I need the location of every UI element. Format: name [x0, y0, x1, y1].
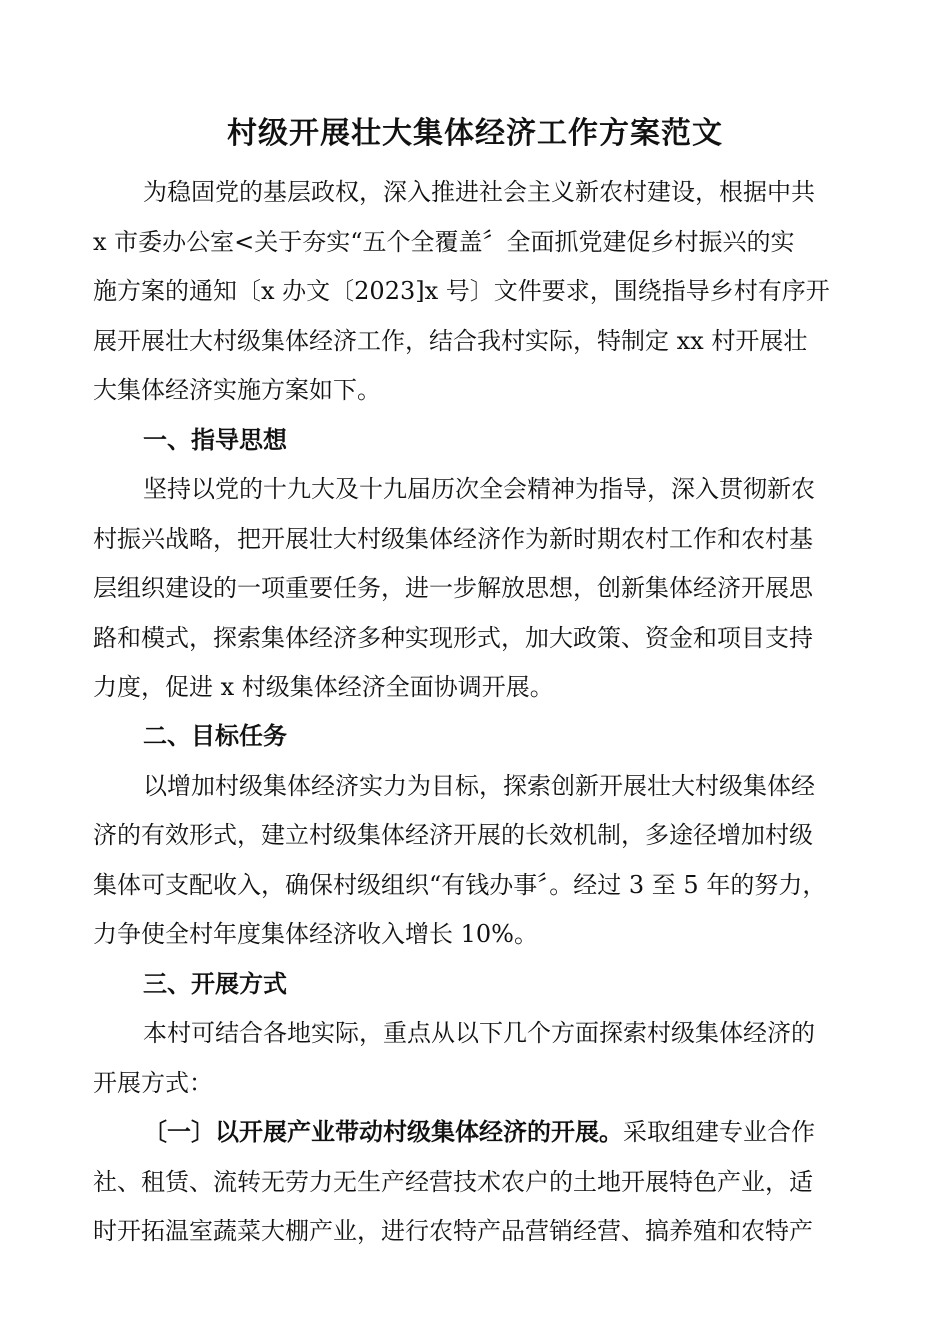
section2-line-1: 以增加村级集体经济实力为目标，探索创新开展壮大村级集体经: [143, 772, 815, 800]
section3-item1-first-line-rest: 采取组建专业合作: [623, 1118, 815, 1146]
intro-line-4: 展开展壮大村级集体经济工作，结合我村实际，特制定 xx 村开展壮: [93, 327, 808, 355]
section1-line-2: 村振兴战略，把开展壮大村级集体经济作为新时期农村工作和农村基: [93, 525, 813, 553]
section1-line-3: 层组织建设的一项重要任务，进一步解放思想，创新集体经济开展思: [93, 574, 813, 602]
section3-line-1: 本村可结合各地实际，重点从以下几个方面探索村级集体经济的: [143, 1019, 815, 1047]
section3-item1-line-2: 社、租赁、流转无劳力无生产经营技术农户的土地开展特色产业，适: [93, 1168, 813, 1196]
section1-line-4: 路和模式，探索集体经济多种实现形式，加大政策、资金和项目支持: [93, 624, 813, 652]
section1-line-5: 力度，促进 x 村级集体经济全面协调开展。: [93, 673, 554, 701]
section3-item1-bold-lead: 〔一〕以开展产业带动村级集体经济的开展。: [143, 1118, 623, 1146]
intro-line-3: 施方案的通知〔x 办文〔2023]x 号〕文件要求，围绕指导乡村有序开: [93, 277, 830, 305]
section2-line-3: 集体可支配收入，确保村级组织“有钱办事〞。经过 3 至 5 年的努力，: [93, 871, 827, 899]
document-title: 村级开展壮大集体经济工作方案范文: [227, 116, 723, 151]
section3-line-2: 开展方式：: [93, 1069, 213, 1097]
section-heading-goals-tasks: 二、目标任务: [143, 722, 287, 750]
section-heading-development-methods: 三、开展方式: [143, 970, 287, 998]
section-heading-guiding-ideology: 一、指导思想: [143, 426, 287, 454]
section3-item1-line-1: [143, 1116, 815, 1148]
intro-line-1: 为稳固党的基层政权，深入推进社会主义新农村建设，根据中共: [143, 178, 815, 206]
section1-line-1: 坚持以党的十九大及十九届历次全会精神为指导，深入贯彻新农: [143, 475, 815, 503]
section3-item1-line-3: 时开拓温室蔬菜大棚产业，进行农特产品营销经营、搞养殖和农特产: [93, 1217, 813, 1245]
section2-line-4: 力争使全村年度集体经济收入增长 10%。: [93, 920, 538, 948]
intro-line-5: 大集体经济实施方案如下。: [93, 376, 381, 404]
intro-line-2: x 市委办公室<关于夯实“五个全覆盖〞全面抓党建促乡村振兴的实: [93, 228, 795, 256]
section2-line-2: 济的有效形式，建立村级集体经济开展的长效机制，多途径增加村级: [93, 821, 813, 849]
